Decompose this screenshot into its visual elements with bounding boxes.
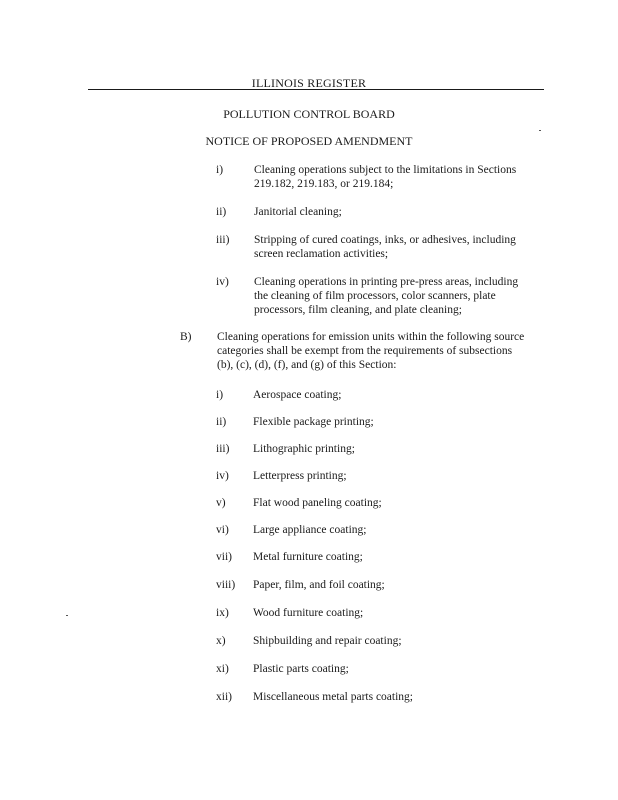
list-b-marker: xii): [216, 691, 232, 703]
list-b-marker: ix): [216, 607, 229, 619]
list-b-item: [216, 690, 536, 706]
list-b-marker: v): [216, 497, 226, 509]
list-b-item: [216, 606, 536, 622]
section-b-line: categories shall be exempt from the requirements of subsections: [217, 345, 513, 357]
list-b-marker: i): [216, 389, 224, 401]
list-b-item: [216, 469, 536, 485]
header-rule: [88, 89, 544, 90]
list-a-line: Janitorial cleaning;: [254, 206, 342, 218]
list-b-marker: viii): [216, 579, 236, 591]
board-title: POLLUTION CONTROL BOARD: [223, 107, 395, 121]
list-a-line: processors, film cleaning, and plate cleaning;: [254, 304, 462, 316]
list-a-line: the cleaning of film processors, color scanners, plate: [254, 290, 496, 302]
list-b-text: Plastic parts coating;: [253, 663, 349, 675]
section-b: [180, 330, 560, 374]
list-b-item: [216, 550, 536, 566]
list-b-text: Wood furniture coating;: [253, 607, 364, 619]
list-a-line: 219.182, 219.183, or 219.184;: [254, 178, 394, 190]
list-a-line: Stripping of cured coatings, inks, or adhesives, including: [254, 234, 516, 246]
section-b-marker: B): [180, 331, 192, 343]
list-b-item: [216, 415, 536, 431]
list-a-line: Cleaning operations subject to the limitations in Sections: [254, 164, 517, 176]
list-b-marker: ii): [216, 416, 227, 428]
list-b-marker: iv): [216, 470, 229, 482]
list-b-text: Paper, film, and foil coating;: [253, 579, 385, 591]
list-a-marker: ii): [216, 206, 227, 218]
list-b-text: Flat wood paneling coating;: [253, 497, 382, 509]
list-b-text: Metal furniture coating;: [253, 551, 363, 563]
list-b-text: Shipbuilding and repair coating;: [253, 635, 402, 647]
list-b-item: [216, 388, 536, 404]
list-b-text: Aerospace coating;: [253, 389, 342, 401]
list-b-item: [216, 662, 536, 678]
register-title: ILLINOIS REGISTER: [251, 76, 367, 90]
list-b-marker: iii): [216, 443, 230, 455]
list-b-marker: xi): [216, 663, 229, 675]
list-b-text: Large appliance coating;: [253, 524, 367, 536]
list-b-marker: vii): [216, 551, 232, 563]
section-b-line: (b), (c), (d), (f), and (g) of this Section:: [217, 359, 397, 371]
list-b-text: Flexible package printing;: [253, 416, 374, 428]
list-a-line: Cleaning operations in printing pre-press areas, including: [254, 276, 519, 288]
scan-speck: [66, 615, 68, 616]
list-a-marker: i): [216, 164, 224, 176]
list-a-item: [216, 205, 546, 221]
list-b-item: [216, 496, 536, 512]
list-b-text: Miscellaneous metal parts coating;: [253, 691, 413, 703]
list-b-item: [216, 523, 536, 539]
list-b-item: [216, 442, 536, 458]
list-a-marker: iv): [216, 276, 229, 288]
list-a-item: [216, 163, 546, 193]
scan-speck: [539, 130, 541, 131]
list-b-item: [216, 634, 536, 650]
notice-title: NOTICE OF PROPOSED AMENDMENT: [205, 134, 413, 148]
list-b-marker: vi): [216, 524, 229, 536]
section-b-line: Cleaning operations for emission units within the following source: [217, 331, 525, 343]
list-a-item: [216, 233, 546, 263]
list-a-marker: iii): [216, 234, 230, 246]
list-a-item: [216, 275, 546, 319]
list-a-line: screen reclamation activities;: [254, 248, 389, 260]
list-b-marker: x): [216, 635, 226, 647]
list-b-text: Lithographic printing;: [253, 443, 355, 455]
list-b-item: [216, 578, 536, 594]
list-b-text: Letterpress printing;: [253, 470, 347, 482]
